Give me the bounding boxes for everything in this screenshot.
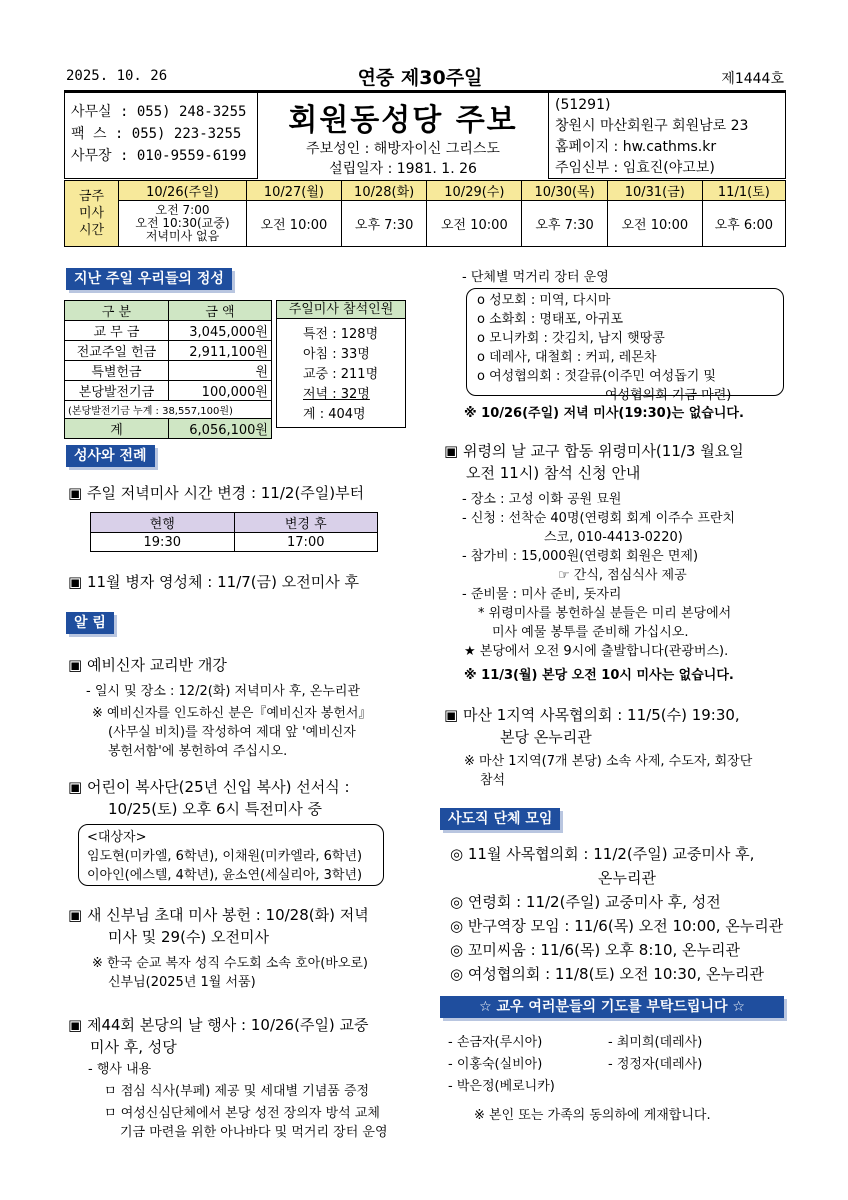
attendance-row: 계 : 404명: [303, 407, 366, 422]
memorial-details: - 장소 : 고성 이화 공원 묘원 - 신청 : 선착순 40명(연령회 회계 이주수 프란치 스코, 010-4413-0220) - 참가비 : 15,000원(연령회 회원은 면제) ☞ 간식, 점심식사 제공 - 준비물 : 미사 준비, 돗자리 * 위령미사를 봉헌하실 분들은 미리 본당에서 미사 예물 봉투를 준비해 가십시오.: [462, 492, 736, 640]
no-morning-mass: ※ 11/3(월) 본당 오전 10시 미사는 없습니다.: [464, 668, 734, 683]
prayer-list: [448, 1032, 788, 1098]
patron-saint: 주보성인 : 해방자이신 그리스도: [306, 141, 500, 157]
event-contents-label: - 행사 내용: [88, 1062, 152, 1077]
meeting-item: ◎ 11월 사목협의회 : 11/2(주일) 교중미사 후,: [450, 845, 755, 863]
groups-section-header: 사도직 단체 모임: [440, 808, 560, 830]
day-header: 10/29(수): [427, 181, 522, 201]
day-header: 10/27(월): [247, 181, 342, 201]
founding-date: 설립일자 : 1981. 1. 26: [329, 161, 477, 177]
fax-number: 팩 스 : 055) 223-3255: [71, 126, 242, 142]
attendance-row: 아침 : 33명: [303, 347, 370, 362]
prayer-section-header: ☆ 교우 여러분들의 기도를 부탁드립니다 ☆: [440, 996, 784, 1018]
food-item: o 모니카회 : 갓김치, 남지 햇땅콩: [477, 331, 665, 346]
col-header: 구 분: [65, 301, 169, 321]
food-item: o 소화회 : 명태포, 아귀포: [477, 312, 624, 327]
memorial-mass: ▣ 위령의 날 교구 합동 위령미사(11/3 월요일 오전 11시) 참석 신청 안내: [444, 442, 744, 482]
attendance-title: 주일미사 참석인원: [277, 301, 405, 319]
new-priest-mass: ▣ 새 신부님 초대 미사 봉헌 : 10/28(화) 저녁 미사 및 29(수) 오전미사: [68, 906, 369, 946]
meeting-item-cont: 온누리관: [598, 869, 656, 887]
mass-time: 오후 6:00: [702, 201, 785, 247]
mass-time: 오전 10:00: [607, 201, 702, 247]
catechumen-when: - 일시 및 장소 : 12/2(화) 저녁미사 후, 온누리관: [86, 684, 360, 699]
contact-box: [64, 93, 258, 179]
attendance-row: 교중 : 211명: [303, 367, 379, 382]
mass-time: 오전 10:00: [427, 201, 522, 247]
food-item: o 성모회 : 미역, 다시마: [477, 293, 611, 308]
event-item: ㅁ 여성신심단체에서 본당 성전 장의자 방석 교체 기금 마련을 위한 아나바다 및 먹거리 장터 운영: [104, 1106, 388, 1140]
schedule-label: 금주 미사 시간: [65, 181, 119, 247]
meeting-item: ◎ 연령회 : 11/2(주일) 교중미사 후, 성전: [450, 893, 721, 911]
group-meetings: [450, 842, 790, 986]
catechumen-class: ▣ 예비신자 교리반 개강: [68, 656, 227, 674]
attendance-row: 특전 : 128명: [303, 327, 379, 342]
liturgical-week: 연중 제30주일: [357, 67, 483, 89]
offering-amount: 원: [168, 361, 271, 381]
issue-number: 제1444호: [721, 71, 784, 87]
new-priest-note: ※ 한국 순교 복자 성직 수도회 소속 호아(바오로) 신부님(2025년 1월 서품): [92, 956, 369, 990]
day-header: 10/26(주일): [119, 181, 247, 201]
new-time: 17:00: [234, 533, 378, 552]
offering-type: 본당발전기금: [65, 381, 169, 401]
offering-amount: 2,911,100원: [168, 341, 271, 361]
attendance-box: [276, 300, 406, 428]
day-header: 11/1(토): [702, 181, 785, 201]
liturgy-section-header: 성사와 전례: [66, 445, 155, 467]
target-title: <대상자>: [87, 830, 147, 845]
bus-departure: ★ 본당에서 오전 9시에 출발합니다(관광버스).: [464, 644, 729, 659]
col-header: 금 액: [168, 301, 271, 321]
altar-server-ceremony: ▣ 어린이 복사단(25년 신입 복사) 선서식 : 10/25(토) 오후 6시 특전미사 중: [68, 778, 350, 818]
secretary-phone: 사무장 : 010-9559-6199: [71, 148, 247, 164]
offering-amount: 100,000원: [168, 381, 271, 401]
cumulative-fund: (본당발전기금 누계 : 38,557,100원): [65, 401, 272, 419]
sick-communion: ▣ 11월 병자 영성체 : 11/7(금) 오전미사 후: [68, 573, 359, 591]
notice-section-header: 알 림: [66, 612, 114, 634]
col-header: 현행: [91, 513, 235, 533]
day-header: 10/30(목): [522, 181, 608, 201]
office-phone: 사무실 : 055) 248-3255: [71, 104, 247, 120]
sunday-times: 오전 7:00 오전 10:30(교중) 저녁미사 없음: [119, 201, 247, 247]
prayer-note: ※ 본인 또는 가족의 동의하에 게재합니다.: [474, 1108, 711, 1123]
no-evening-mass-notice: ※ 10/26(주일) 저녁 미사(19:30)는 없습니다.: [464, 406, 744, 421]
address-box: [548, 93, 786, 179]
meeting-item: ◎ 반구역장 모임 : 11/6(목) 오전 10:00, 온누리관: [450, 917, 784, 935]
day-header: 10/31(금): [607, 181, 702, 201]
offering-total: 6,056,100원: [168, 419, 271, 439]
catechumen-note: ※ 예비신자를 인도하신 분은『예비신자 봉헌서』 (사무실 비치)를 작성하여 제대 앞 '예비신자 봉헌서함'에 봉헌하여 주십시오.: [92, 706, 372, 759]
street-address: 창원시 마산회원구 회원남로 23: [555, 118, 749, 134]
current-time: 19:30: [91, 533, 235, 552]
food-item: o 데레사, 대철회 : 커피, 레몬차: [477, 350, 657, 365]
masan-council: ▣ 마산 1지역 사목협의회 : 11/5(수) 19:30, 본당 온누리관: [444, 706, 740, 746]
col-header: 변경 후: [234, 513, 378, 533]
evening-mass-table: [90, 512, 378, 552]
prayer-name: - 이홍숙(실비아): [448, 1057, 543, 1072]
evening-mass-change: ▣ 주일 저녁미사 시간 변경 : 11/2(주일)부터: [68, 484, 365, 502]
mass-time: 오후 7:30: [522, 201, 608, 247]
parish-day-event: ▣ 제44회 본당의 날 행사 : 10/26(주일) 교중 미사 후, 성당: [68, 1016, 369, 1056]
offering-total-label: 계: [65, 419, 169, 439]
prayer-name: - 박은정(베로니카): [448, 1079, 555, 1094]
bulletin-title: 회원동성당 주보: [288, 103, 518, 138]
zip-code: (51291): [555, 97, 611, 113]
prayer-name: - 정정자(데레사): [608, 1057, 703, 1072]
offering-section-header: 지난 주일 우리들의 정성: [66, 268, 232, 290]
offering-amount: 3,045,000원: [168, 321, 271, 341]
offering-type: 특별헌금: [65, 361, 169, 381]
homepage: 홈페이지 : hw.cathms.kr: [555, 139, 717, 155]
attendance-row: 저녁 : 32명: [303, 387, 370, 402]
masan-note: ※ 마산 1지역(7개 본당) 소속 사제, 수도자, 회장단 참석: [464, 754, 753, 788]
food-item: o 여성협의회 : 젓갈류(이주민 여성돕기 및: [477, 369, 716, 384]
meeting-item: ◎ 여성협의회 : 11/8(토) 오전 10:30, 온누리관: [450, 965, 765, 983]
food-market-title: - 단체별 먹거리 장터 운영: [462, 270, 609, 285]
target-names: 임도현(미카엘, 6학년), 이채원(미카엘라, 6학년): [87, 849, 363, 864]
day-header: 10/28(화): [341, 181, 427, 201]
mass-schedule-table: [64, 180, 786, 247]
mass-time: 오전 10:00: [247, 201, 342, 247]
mass-time: 오후 7:30: [341, 201, 427, 247]
event-item: ㅁ 점심 식사(부페) 제공 및 세대별 기념품 증정: [104, 1084, 370, 1099]
food-item-cont: 여성협의회 기금 마련): [605, 388, 732, 403]
food-market-box: [466, 288, 784, 403]
title-block: [258, 93, 548, 179]
issue-date: 2025. 10. 26: [66, 68, 168, 84]
prayer-name: - 손금자(루시아): [448, 1035, 543, 1050]
target-names: 이아인(에스텔, 4학년), 윤소연(세실리아, 3학년): [87, 868, 363, 883]
offering-type: 교 무 금: [65, 321, 169, 341]
pastor: 주임신부 : 임효진(야고보): [555, 160, 715, 176]
prayer-name: - 최미희(데레사): [608, 1035, 703, 1050]
target-list-box: [78, 824, 384, 886]
offering-table: [64, 300, 272, 439]
meeting-item: ◎ 꼬미씨움 : 11/6(목) 오후 8:10, 온누리관: [450, 941, 740, 959]
offering-type: 전교주일 헌금: [65, 341, 169, 361]
